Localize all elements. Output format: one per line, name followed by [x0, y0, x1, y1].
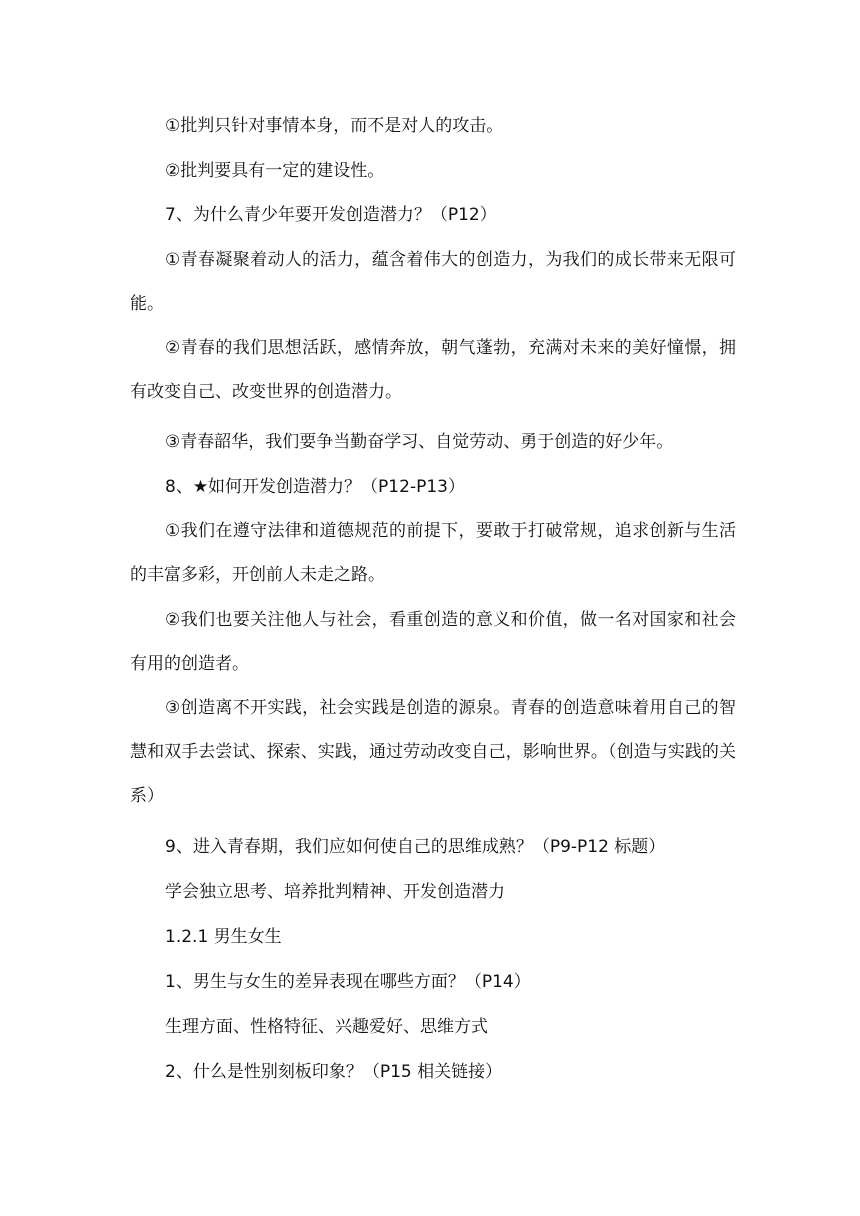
- question-7-answer-2: ②青春的我们思想活跃，感情奔放，朝气蓬勃，充满对未来的美好憧憬，拥有改变自己、改变世界的创造潜力。: [130, 338, 736, 402]
- paragraph-critique-point-2: ②批判要具有一定的建设性。: [165, 161, 385, 181]
- question-2-heading: 2、什么是性别刻板印象？（P15 相关链接）: [165, 1062, 503, 1082]
- section-heading-1-2-1: 1.2.1 男生女生: [165, 927, 282, 947]
- question-7-answer-3: ③青春韶华，我们要争当勤奋学习、自觉劳动、勇于创造的好少年。: [165, 432, 674, 452]
- question-7-answer-1: ①青春凝聚着动人的活力，蕴含着伟大的创造力，为我们的成长带来无限可能。: [130, 250, 736, 314]
- question-7-heading: 7、为什么青少年要开发创造潜力？（P12）: [165, 205, 497, 225]
- paragraph-critique-point-1: ①批判只针对事情本身，而不是对人的攻击。: [165, 116, 504, 136]
- question-8-answer-2: ②我们也要关注他人与社会，看重创造的意义和价值，做一名对国家和社会有用的创造者。: [130, 610, 736, 674]
- question-8-heading: 8、★如何开发创造潜力？（P12-P13）: [165, 477, 465, 497]
- question-9-heading: 9、进入青春期，我们应如何使自己的思维成熟？（P9-P12 标题）: [165, 837, 666, 857]
- question-1-heading: 1、男生与女生的差异表现在哪些方面？（P14）: [165, 972, 531, 992]
- question-9-answer: 学会独立思考、培养批判精神、开发创造潜力: [165, 882, 505, 902]
- question-8-answer-3: ③创造离不开实践，社会实践是创造的源泉。青春的创造意味着用自己的智慧和双手去尝试、探索、实践，通过劳动改变自己，影响世界。（创造与实践的关系）: [130, 698, 736, 806]
- question-1-answer: 生理方面、性格特征、兴趣爱好、思维方式: [165, 1017, 488, 1037]
- question-8-answer-1: ①我们在遵守法律和道德规范的前提下，要敢于打破常规，追求创新与生活的丰富多彩，开创前人未走之路。: [130, 521, 736, 585]
